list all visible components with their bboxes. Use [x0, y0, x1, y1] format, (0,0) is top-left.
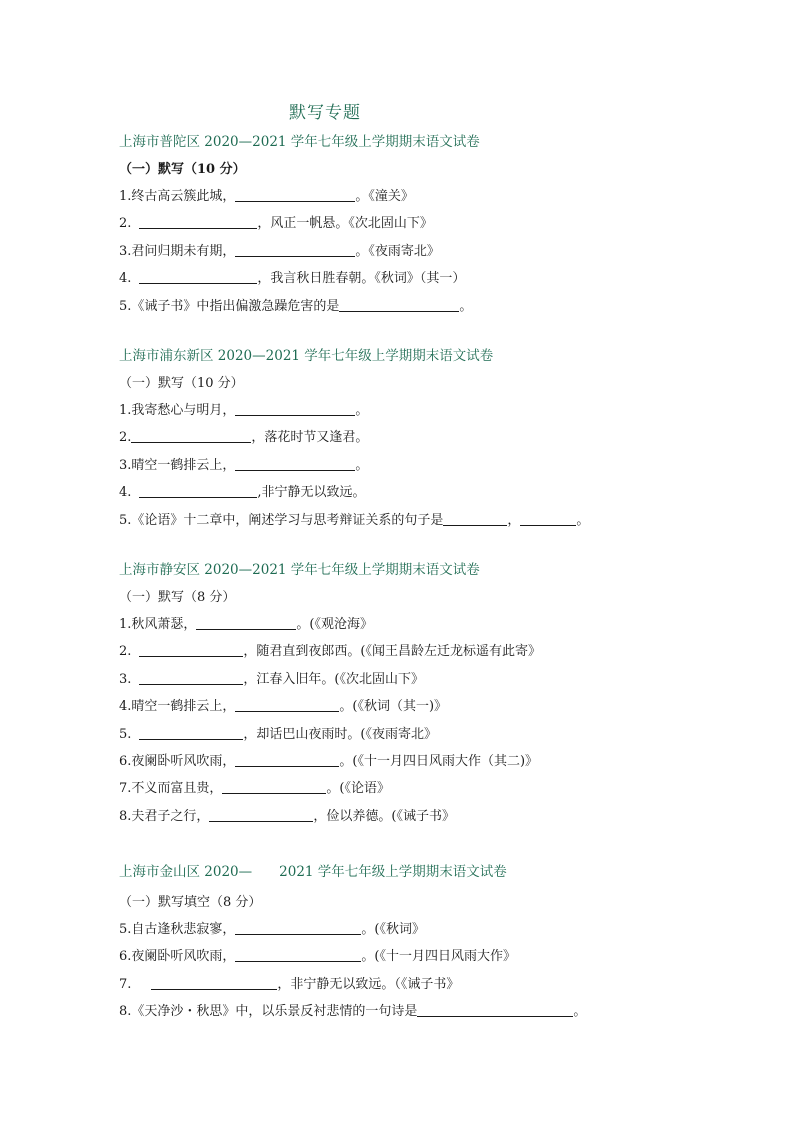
question-prefix: 2.	[119, 644, 132, 660]
answer-blank[interactable]	[222, 779, 326, 794]
section-subtitle: （一）默写（8 分）	[119, 590, 236, 605]
question-suffix: 。(《秋词（其一)》	[339, 699, 448, 715]
answer-blank[interactable]	[139, 269, 257, 284]
question-line	[119, 293, 739, 320]
question-line	[119, 943, 739, 970]
question-prefix: 3.	[119, 671, 132, 687]
answer-blank[interactable]	[139, 670, 243, 685]
answer-blank[interactable]	[235, 920, 361, 935]
answer-blank[interactable]	[417, 1002, 573, 1017]
answer-blank[interactable]	[235, 456, 355, 471]
section-subtitle: （一）默写（10 分）	[119, 162, 246, 177]
question-suffix: 。	[576, 512, 590, 528]
section-title: 上海市普陀区 2020—2021 学年七年级上学期期末语文试卷	[119, 134, 480, 150]
answer-blank[interactable]	[235, 752, 339, 767]
section-subtitle: （一）默写填空（8 分）	[119, 895, 262, 910]
answer-blank[interactable]	[196, 615, 296, 630]
question-prefix: 5.《论语》十二章中，阐述学习与思考辩证关系的句子是	[119, 512, 444, 528]
question-line	[119, 265, 739, 292]
question-line	[119, 424, 739, 451]
question-suffix: ，随君直到夜郎西。(《闻王昌龄左迁龙标遥有此寄》	[243, 644, 541, 660]
question-prefix: 2.	[119, 430, 132, 446]
answer-blank[interactable]	[139, 483, 257, 498]
question-line	[119, 479, 739, 506]
question-line	[119, 693, 739, 720]
answer-blank[interactable]	[139, 642, 243, 657]
question-suffix: 。	[459, 298, 473, 314]
question-line	[119, 775, 739, 802]
answer-blank[interactable]	[520, 511, 576, 526]
question-suffix: 。(《秋词》	[361, 922, 425, 937]
question-prefix: 4.	[119, 271, 132, 287]
section-title: 上海市浦东新区 2020—2021 学年七年级上学期期末语文试卷	[119, 348, 494, 364]
question-prefix: 8.夫君子之行，	[119, 808, 210, 824]
answer-blank[interactable]	[235, 242, 355, 257]
question-suffix: 。(《十一月四日风雨大作》	[361, 949, 516, 965]
question-line	[119, 803, 739, 830]
answer-blank[interactable]	[235, 187, 355, 202]
question-prefix: 6.夜阑卧听风吹雨，	[119, 753, 236, 769]
answer-blank[interactable]	[235, 697, 339, 712]
question-line	[119, 721, 739, 748]
question-suffix: 。	[355, 457, 369, 473]
answer-blank[interactable]	[151, 975, 277, 990]
question-prefix: 5.	[119, 726, 132, 742]
section-jingan	[119, 557, 739, 830]
question-suffix: ，我言秋日胜春朝。《秋词》（其一）	[257, 271, 466, 287]
question-line	[119, 238, 739, 265]
question-prefix: 3.君问归期未有期，	[119, 243, 236, 259]
question-line	[119, 183, 739, 210]
section-title: 上海市金山区 2020— 2021 学年七年级上学期期末语文试卷	[119, 864, 507, 880]
doc-title: 默写专题	[289, 103, 361, 123]
answer-blank[interactable]	[139, 214, 257, 229]
question-line	[119, 210, 739, 237]
question-prefix: 5.《诫子书》中指出偏激急躁危害的是	[119, 298, 340, 314]
question-prefix: 8.《天净沙・秋思》中，以乐景反衬悲情的一句诗是	[119, 1004, 418, 1020]
question-prefix: 1.我寄愁心与明月，	[119, 403, 236, 418]
question-prefix: 6.夜阑卧听风吹雨，	[119, 949, 236, 965]
answer-blank[interactable]	[209, 807, 313, 822]
answer-blank[interactable]	[131, 428, 251, 443]
question-suffix: 。	[573, 1004, 587, 1020]
question-suffix: 。《夜雨寄北》	[355, 243, 440, 259]
question-line	[119, 507, 739, 534]
section-jinshan	[119, 859, 739, 1026]
question-prefix: 7.	[119, 976, 132, 992]
question-line	[119, 638, 739, 665]
question-prefix: 5.自古逢秋悲寂寥，	[119, 922, 236, 937]
question-prefix: 2.	[119, 216, 132, 232]
answer-blank[interactable]	[235, 947, 361, 962]
question-line	[119, 916, 739, 943]
question-suffix: ，俭以养德。(《诫子书》	[313, 808, 455, 824]
question-line	[119, 611, 739, 638]
question-prefix: 3.晴空一鹤排云上，	[119, 457, 236, 473]
question-line	[119, 666, 739, 693]
question-line	[119, 452, 739, 479]
section-putuo	[119, 129, 739, 320]
question-suffix: ，非宁静无以致远。（《诫子书》	[277, 976, 460, 992]
question-prefix: 1.终古高云簇此城，	[119, 189, 236, 204]
question-prefix: 4.	[119, 485, 132, 501]
question-suffix: ,非宁静无以致远。	[257, 485, 366, 501]
answer-blank[interactable]	[235, 401, 355, 416]
question-suffix: 。(《论语》	[326, 781, 390, 797]
question-line	[119, 397, 739, 424]
question-suffix: 。(《观沧海》	[296, 617, 373, 632]
question-prefix: 1.秋风萧瑟，	[119, 617, 197, 632]
question-line	[119, 971, 739, 998]
section-pudong	[119, 343, 739, 534]
question-suffix: 。(《十一月四日风雨大作（其二)》	[339, 753, 539, 769]
question-suffix: ，却话巴山夜雨时。(《夜雨寄北》	[243, 726, 437, 742]
question-prefix: 7.不义而富且贵，	[119, 781, 223, 797]
answer-blank[interactable]	[443, 511, 507, 526]
question-mid: ，	[507, 512, 521, 528]
section-title: 上海市静安区 2020—2021 学年七年级上学期期末语文试卷	[119, 562, 480, 578]
section-subtitle: （一）默写（10 分）	[119, 376, 244, 391]
question-line	[119, 748, 739, 775]
answer-blank[interactable]	[339, 297, 459, 312]
question-prefix: 4.晴空一鹤排云上，	[119, 699, 236, 715]
question-suffix: ，落花时节又逢君。	[251, 430, 369, 446]
question-suffix: 。《潼关》	[355, 189, 414, 204]
question-suffix: ，风正一帆悬。《次北固山下》	[257, 216, 433, 232]
question-suffix: ，江春入旧年。(《次北固山下》	[243, 671, 424, 687]
question-line	[119, 998, 739, 1025]
answer-blank[interactable]	[139, 725, 243, 740]
question-suffix: 。	[355, 403, 369, 418]
